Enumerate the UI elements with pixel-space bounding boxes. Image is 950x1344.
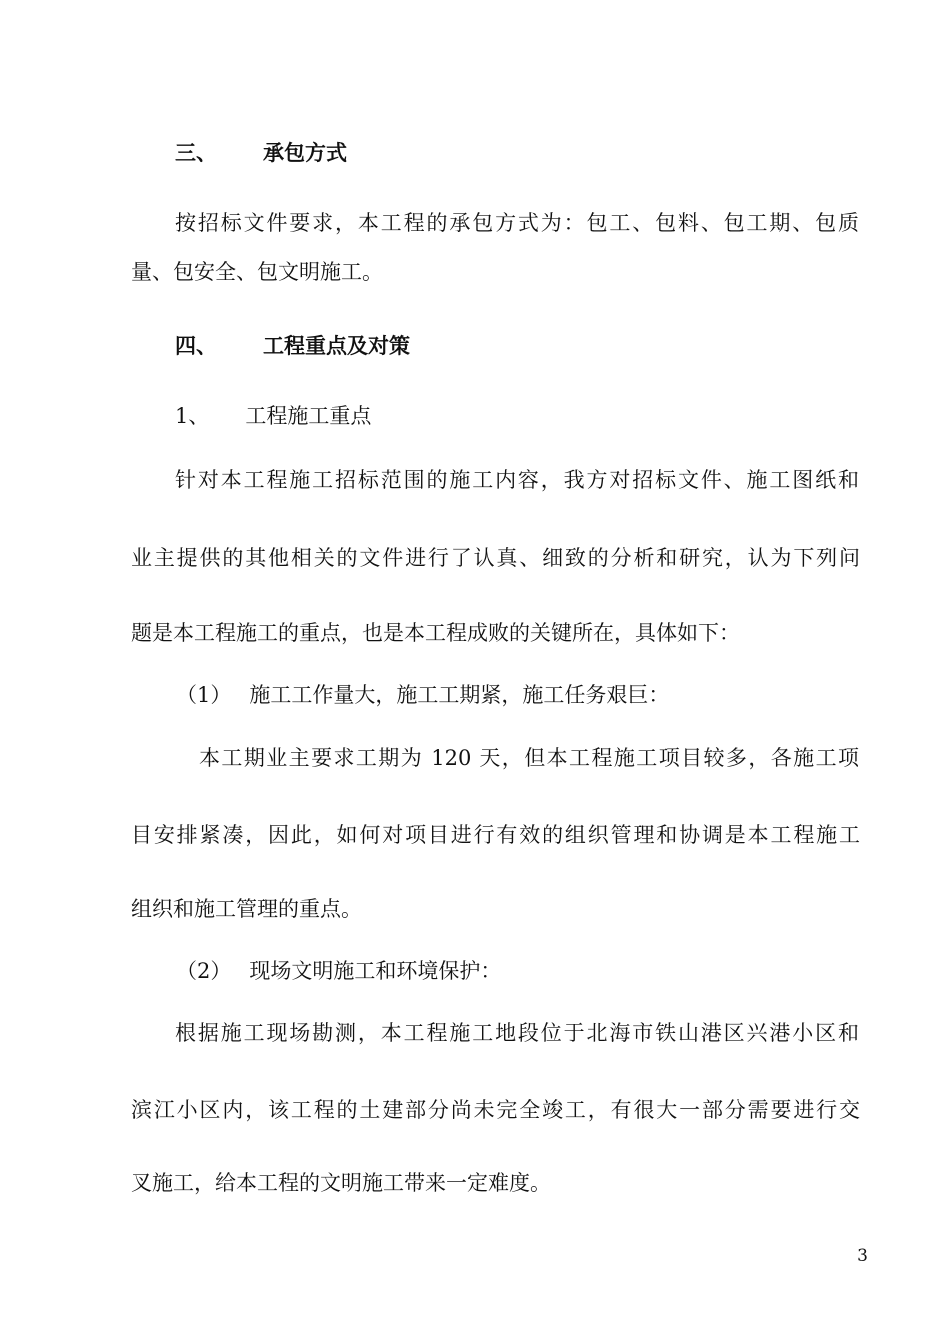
subsection-heading-1 bbox=[175, 402, 371, 430]
subsection-number: 1、 bbox=[175, 404, 210, 428]
section-number: 四、 bbox=[175, 333, 217, 358]
section-heading-3 bbox=[175, 139, 347, 167]
list-item-heading-2 bbox=[176, 957, 501, 985]
section-title: 工程重点及对策 bbox=[263, 333, 410, 358]
list-item-title: 现场文明施工和环境保护： bbox=[249, 959, 502, 983]
section-title: 承包方式 bbox=[263, 140, 347, 165]
subsection-title: 工程施工重点 bbox=[245, 404, 372, 428]
list-item-title: 施工工作量大，施工工期紧，施工任务艰巨： bbox=[249, 683, 670, 707]
paragraph-line: 滨江小区内，该工程的土建部分尚未完全竣工，有很大一部分需要进行交 bbox=[131, 1098, 860, 1122]
paragraph-line: 目安排紧凑，因此，如何对项目进行有效的组织管理和协调是本工程施工 bbox=[131, 823, 860, 847]
paragraph-line: 本工期业主要求工期为 120 天，但本工程施工项目较多，各施工项 bbox=[199, 746, 859, 770]
paragraph-line: 针对本工程施工招标范围的施工内容，我方对招标文件、施工图纸和 bbox=[175, 468, 859, 492]
paragraph-line: 根据施工现场勘测，本工程施工地段位于北海市铁山港区兴港小区和 bbox=[175, 1021, 859, 1045]
paragraph-line: 业主提供的其他相关的文件进行了认真、细致的分析和研究，认为下列问 bbox=[131, 546, 860, 570]
page-number: 3 bbox=[857, 1246, 868, 1266]
paragraph-line: 量、包安全、包文明施工。 bbox=[131, 260, 383, 284]
list-item-heading-1 bbox=[176, 681, 669, 709]
list-item-number: （1） bbox=[176, 683, 232, 707]
paragraph-line: 按招标文件要求，本工程的承包方式为：包工、包料、包工期、包质 bbox=[175, 211, 859, 235]
paragraph-line: 组织和施工管理的重点。 bbox=[131, 897, 362, 921]
paragraph-line: 题是本工程施工的重点，也是本工程成败的关键所在，具体如下： bbox=[131, 621, 740, 645]
paragraph-line: 叉施工，给本工程的文明施工带来一定难度。 bbox=[131, 1171, 551, 1195]
section-number: 三、 bbox=[175, 140, 217, 165]
list-item-number: （2） bbox=[176, 959, 232, 983]
section-heading-4 bbox=[175, 332, 410, 360]
